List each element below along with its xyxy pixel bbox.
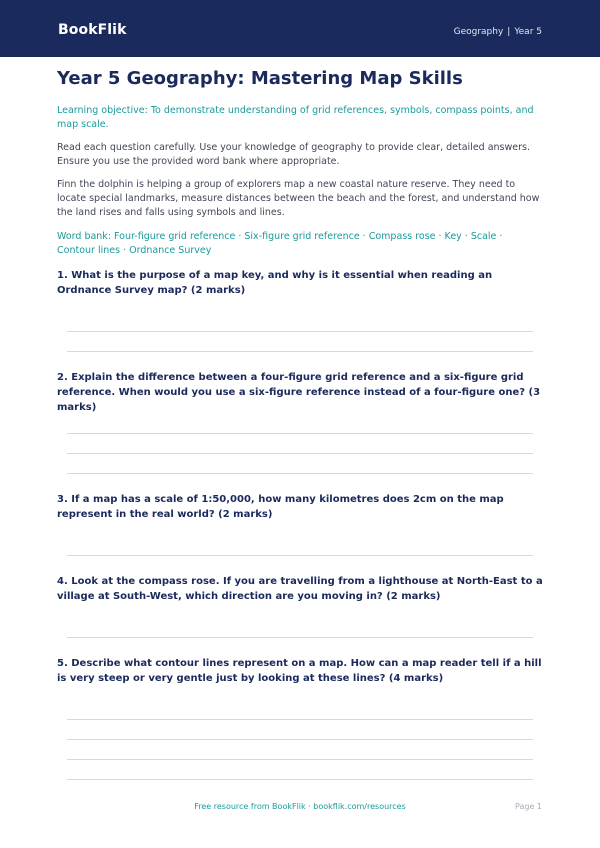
header-separator: | — [507, 27, 511, 37]
question-text-5: 5. Describe what contour lines represent on a map. How can a map reader tell if a hill is very steep or very gentle just by looking at these lines? (4 marks) — [57, 658, 542, 684]
answer-line[interactable] — [67, 433, 533, 434]
instructions-text: Read each question carefully. Use your knowledge of geography to provide clear, detailed answers. Ensure you use the provided word bank where appropriate. — [57, 142, 531, 167]
learning-objective: Learning objective: To demonstrate understanding of grid references, symbols, compass points, and map scale. — [57, 105, 534, 130]
answer-line[interactable] — [67, 739, 533, 740]
question-text-2: 2. Explain the difference between a four-figure grid reference and a six-figure grid reference. When would you use a six-figure reference instead of a four-figure one? (3 marks) — [57, 372, 541, 413]
worksheet-content — [57, 62, 543, 258]
answer-line[interactable] — [67, 351, 533, 352]
page-number: Page 1 — [515, 802, 542, 811]
question-block-2 — [57, 370, 543, 415]
answer-line[interactable] — [67, 331, 533, 332]
question-block-3 — [57, 492, 543, 522]
question-text-4: 4. Look at the compass rose. If you are travelling from a lighthouse at North-East to a village at South-West, which direction are you moving in? (2 marks) — [57, 576, 543, 602]
question-text-3: 3. If a map has a scale of 1:50,000, how many kilometres does 2cm on the map represent in the real world? (2 marks) — [57, 494, 504, 520]
brand-logo: BookFlik — [58, 22, 127, 38]
word-bank: Word bank: Four-figure grid reference · Six-figure grid reference · Compass rose · Key · Scale · Contour lines · Ordnance Survey — [57, 231, 503, 256]
question-block-5 — [57, 656, 543, 686]
header-subject: Geography — [453, 27, 504, 37]
question-block-1 — [57, 268, 543, 298]
question-block-4 — [57, 574, 543, 604]
footer-link[interactable]: Free resource from BookFlik · bookflik.com/resources — [194, 802, 406, 811]
answer-line[interactable] — [67, 759, 533, 760]
page-header — [0, 0, 600, 57]
answer-line[interactable] — [67, 637, 533, 638]
question-text-1: 1. What is the purpose of a map key, and why is it essential when reading an Ordnance Survey map? (2 marks) — [57, 270, 493, 296]
answer-line[interactable] — [67, 473, 533, 474]
answer-line[interactable] — [67, 555, 533, 556]
answer-line[interactable] — [67, 779, 533, 780]
answer-line[interactable] — [67, 719, 533, 720]
story-text: Finn the dolphin is helping a group of explorers map a new coastal nature reserve. They need to locate special landmarks, measure distances between the beach and the forest, and understand how the land rises and falls using symbols and lines. — [57, 179, 540, 218]
answer-line[interactable] — [67, 453, 533, 454]
header-year: Year 5 — [514, 27, 542, 37]
header-meta — [454, 27, 542, 37]
page-title: Year 5 Geography: Mastering Map Skills — [57, 68, 463, 89]
